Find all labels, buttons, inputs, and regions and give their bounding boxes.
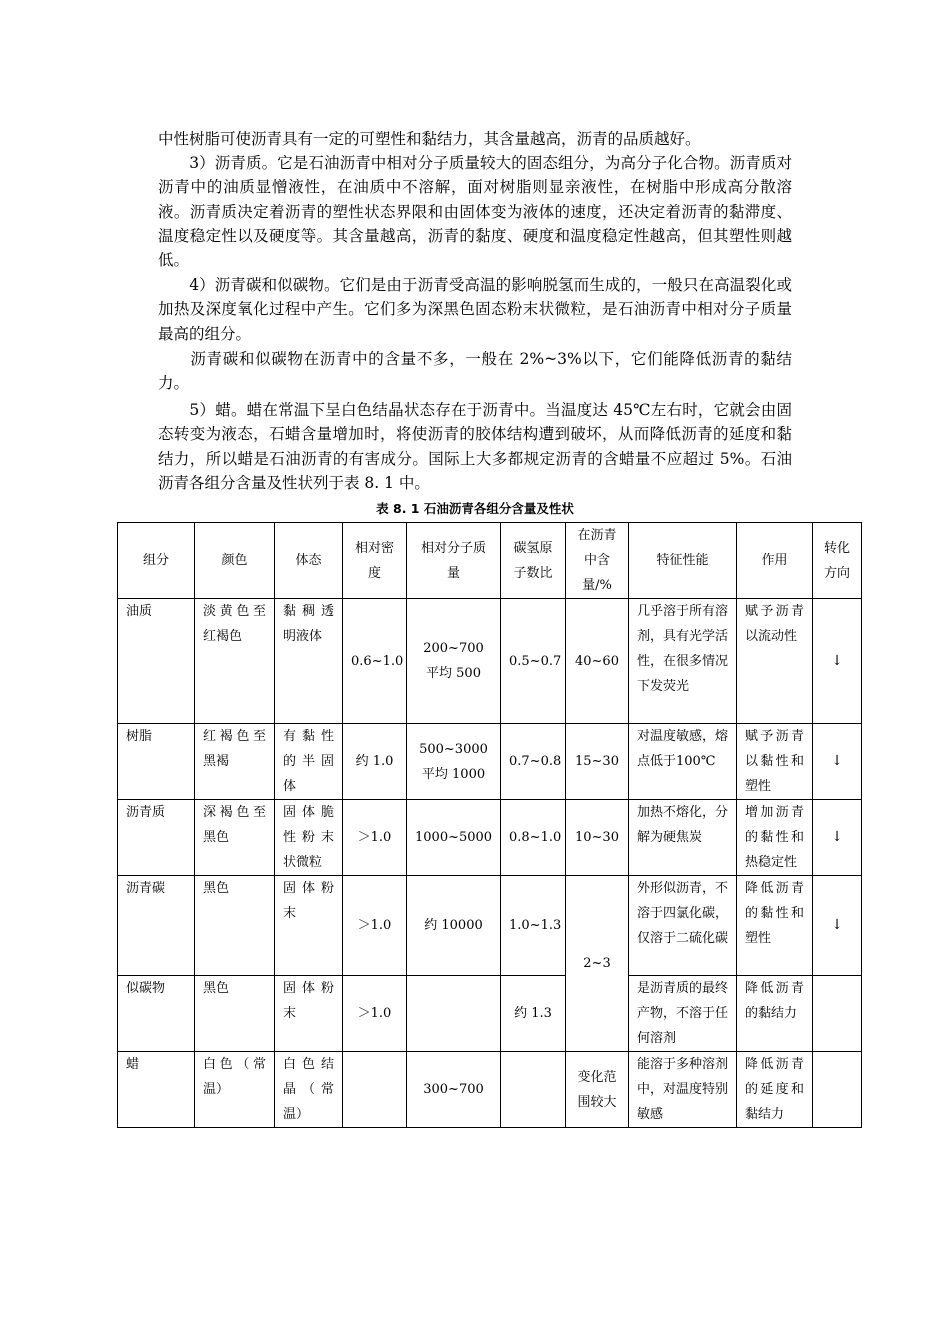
paragraph-resin-intro: 中性树脂可使沥青具有一定的可塑性和黏结力，其含量越高，沥青的品质越好。: [158, 130, 701, 148]
role-cell: 赋予沥青以流动性: [737, 599, 813, 724]
density-cell: ＞1.0: [343, 800, 407, 876]
density-cell: ＞1.0: [343, 976, 407, 1052]
paragraph-asphaltene: 3）沥青质。它是石油沥青中相对分子质量较大的固态组分，为高分子化合物。沥青质对沥青中的油质显憎液性，在油质中不溶解，面对树脂则显亲液性，在树脂中形成高分散溶液。沥青质决定着沥青的塑性状态界限和由固体变为液体的速度，还决定着沥青的黏滞度、温度稳定性以及硬度等。其含量越高，沥青的黏度、硬度和温度稳定性越高，但其塑性则越低。: [158, 154, 792, 270]
feature-cell: 加热不熔化，分解为硬焦炭: [629, 800, 737, 876]
header-cell: 碳氢原子数比: [501, 523, 566, 599]
role-cell: 降低沥青的黏性和塑性: [737, 876, 813, 976]
color-cell: 白色（常温）: [195, 1052, 275, 1128]
content-cell: 40~60: [566, 599, 629, 724]
molecular-weight-cell: 1000~5000: [407, 800, 501, 876]
paragraph-carbon-content: 沥青碳和似碳物在沥青中的含量不多，一般在 2%~3%以下，它们能降低沥青的黏结力。: [158, 350, 792, 393]
paragraph-asphalt-carbon: 4）沥青碳和似碳物。它们是由于沥青受高温的影响脱氢而生成的，一般只在高温裂化或加热及深度氧化过程中产生。它们多为深黑色固态粉末状微粒，是石油沥青中相对分子质量最高的组分。: [158, 276, 792, 343]
header-cell: 相对分子质量: [407, 523, 501, 599]
header-cell: 作用: [737, 523, 813, 599]
table-row: [118, 599, 862, 724]
molecular-weight-cell: 500~3000 平均 1000: [407, 724, 501, 800]
color-cell: 淡黄色至红褐色: [195, 599, 275, 724]
feature-cell: 对温度敏感，熔点低于100℃: [629, 724, 737, 800]
role-cell: 赋予沥青以黏性和塑性: [737, 724, 813, 800]
header-cell: 在沥青中含量/%: [566, 523, 629, 599]
density-cell: ＞1.0: [343, 876, 407, 976]
header-cell: 体态: [275, 523, 343, 599]
content-cell: 15~30: [566, 724, 629, 800]
state-cell: 白色结晶（常温）: [275, 1052, 343, 1128]
color-cell: 深褐色至黑色: [195, 800, 275, 876]
state-cell: 固体脆性粉末状微粒: [275, 800, 343, 876]
feature-cell: 能溶于多种溶剂中，对温度特别敏感: [629, 1052, 737, 1128]
header-cell: 颜色: [195, 523, 275, 599]
color-cell: 黑色: [195, 976, 275, 1052]
component-name: 油质: [118, 599, 195, 724]
component-name: 沥青碳: [118, 876, 195, 976]
component-name: 蜡: [118, 1052, 195, 1128]
molecular-weight-cell: 约 10000: [407, 876, 501, 976]
state-cell: 黏稠透明液体: [275, 599, 343, 724]
ch-ratio-cell: 1.0~1.3: [501, 876, 566, 976]
molecular-weight-cell: [407, 976, 501, 1052]
down-arrow-icon: ↓: [813, 876, 862, 976]
header-cell: 相对密度: [343, 523, 407, 599]
component-name: 似碳物: [118, 976, 195, 1052]
table-row: [118, 1052, 862, 1128]
molecular-weight-cell: 200~700 平均 500: [407, 599, 501, 724]
transform-cell: [813, 976, 862, 1052]
ch-ratio-cell: [501, 1052, 566, 1128]
molecular-weight-cell: 300~700: [407, 1052, 501, 1128]
ch-ratio-cell: 0.5~0.7: [501, 599, 566, 724]
table-row: [118, 800, 862, 876]
header-cell: 特征性能: [629, 523, 737, 599]
down-arrow-icon: ↓: [813, 800, 862, 876]
density-cell: [343, 1052, 407, 1128]
header-cell: 转化方向: [813, 523, 862, 599]
table-header-row: [118, 523, 862, 599]
ch-ratio-cell: 0.7~0.8: [501, 724, 566, 800]
table-row: [118, 724, 862, 800]
header-cell: 组分: [118, 523, 195, 599]
table-row: [118, 976, 862, 1052]
paragraph-wax: 5）蜡。蜡在常温下呈白色结晶状态存在于沥青中。当温度达 45℃左右时，它就会由固态转变为液态，石蜡含量增加时，将使沥青的胶体结构遭到破坏，从而降低沥青的延度和黏结力，所以蜡是石油沥青的有害成分。国际上大多都规定沥青的含蜡量不应超过 5%。石油沥青各组分含量及性状列于表 8. 1 中。: [158, 401, 792, 492]
feature-cell: 是沥青质的最终产物，不溶于任何溶剂: [629, 976, 737, 1052]
color-cell: 黑色: [195, 876, 275, 976]
content-cell: 变化范围较大: [566, 1052, 629, 1128]
ch-ratio-cell: 0.8~1.0: [501, 800, 566, 876]
state-cell: 固体粉末: [275, 876, 343, 976]
role-cell: 增加沥青的黏性和热稳定性: [737, 800, 813, 876]
table-row: [118, 876, 862, 976]
feature-cell: 几乎溶于所有溶剂，具有光学活性，在很多情况下发荧光: [629, 599, 737, 724]
role-cell: 降低沥青的延度和黏结力: [737, 1052, 813, 1128]
role-cell: 降低沥青的黏结力: [737, 976, 813, 1052]
state-cell: 固体粉末: [275, 976, 343, 1052]
down-arrow-icon: ↓: [813, 599, 862, 724]
feature-cell: 外形似沥青，不溶于四氯化碳，仅溶于二硫化碳: [629, 876, 737, 976]
component-name: 树脂: [118, 724, 195, 800]
transform-cell: [813, 1052, 862, 1128]
components-table: [117, 522, 862, 1128]
state-cell: 有黏性的半固体: [275, 724, 343, 800]
down-arrow-icon: ↓: [813, 724, 862, 800]
table-caption: 表 8. 1 石油沥青各组分含量及性状: [376, 501, 574, 516]
density-cell: 约 1.0: [343, 724, 407, 800]
ch-ratio-cell: 约 1.3: [501, 976, 566, 1052]
component-name: 沥青质: [118, 800, 195, 876]
content-cell: 10~30: [566, 800, 629, 876]
density-cell: 0.6~1.0: [343, 599, 407, 724]
color-cell: 红褐色至黑褐: [195, 724, 275, 800]
content-cell: 2~3: [566, 876, 629, 1052]
